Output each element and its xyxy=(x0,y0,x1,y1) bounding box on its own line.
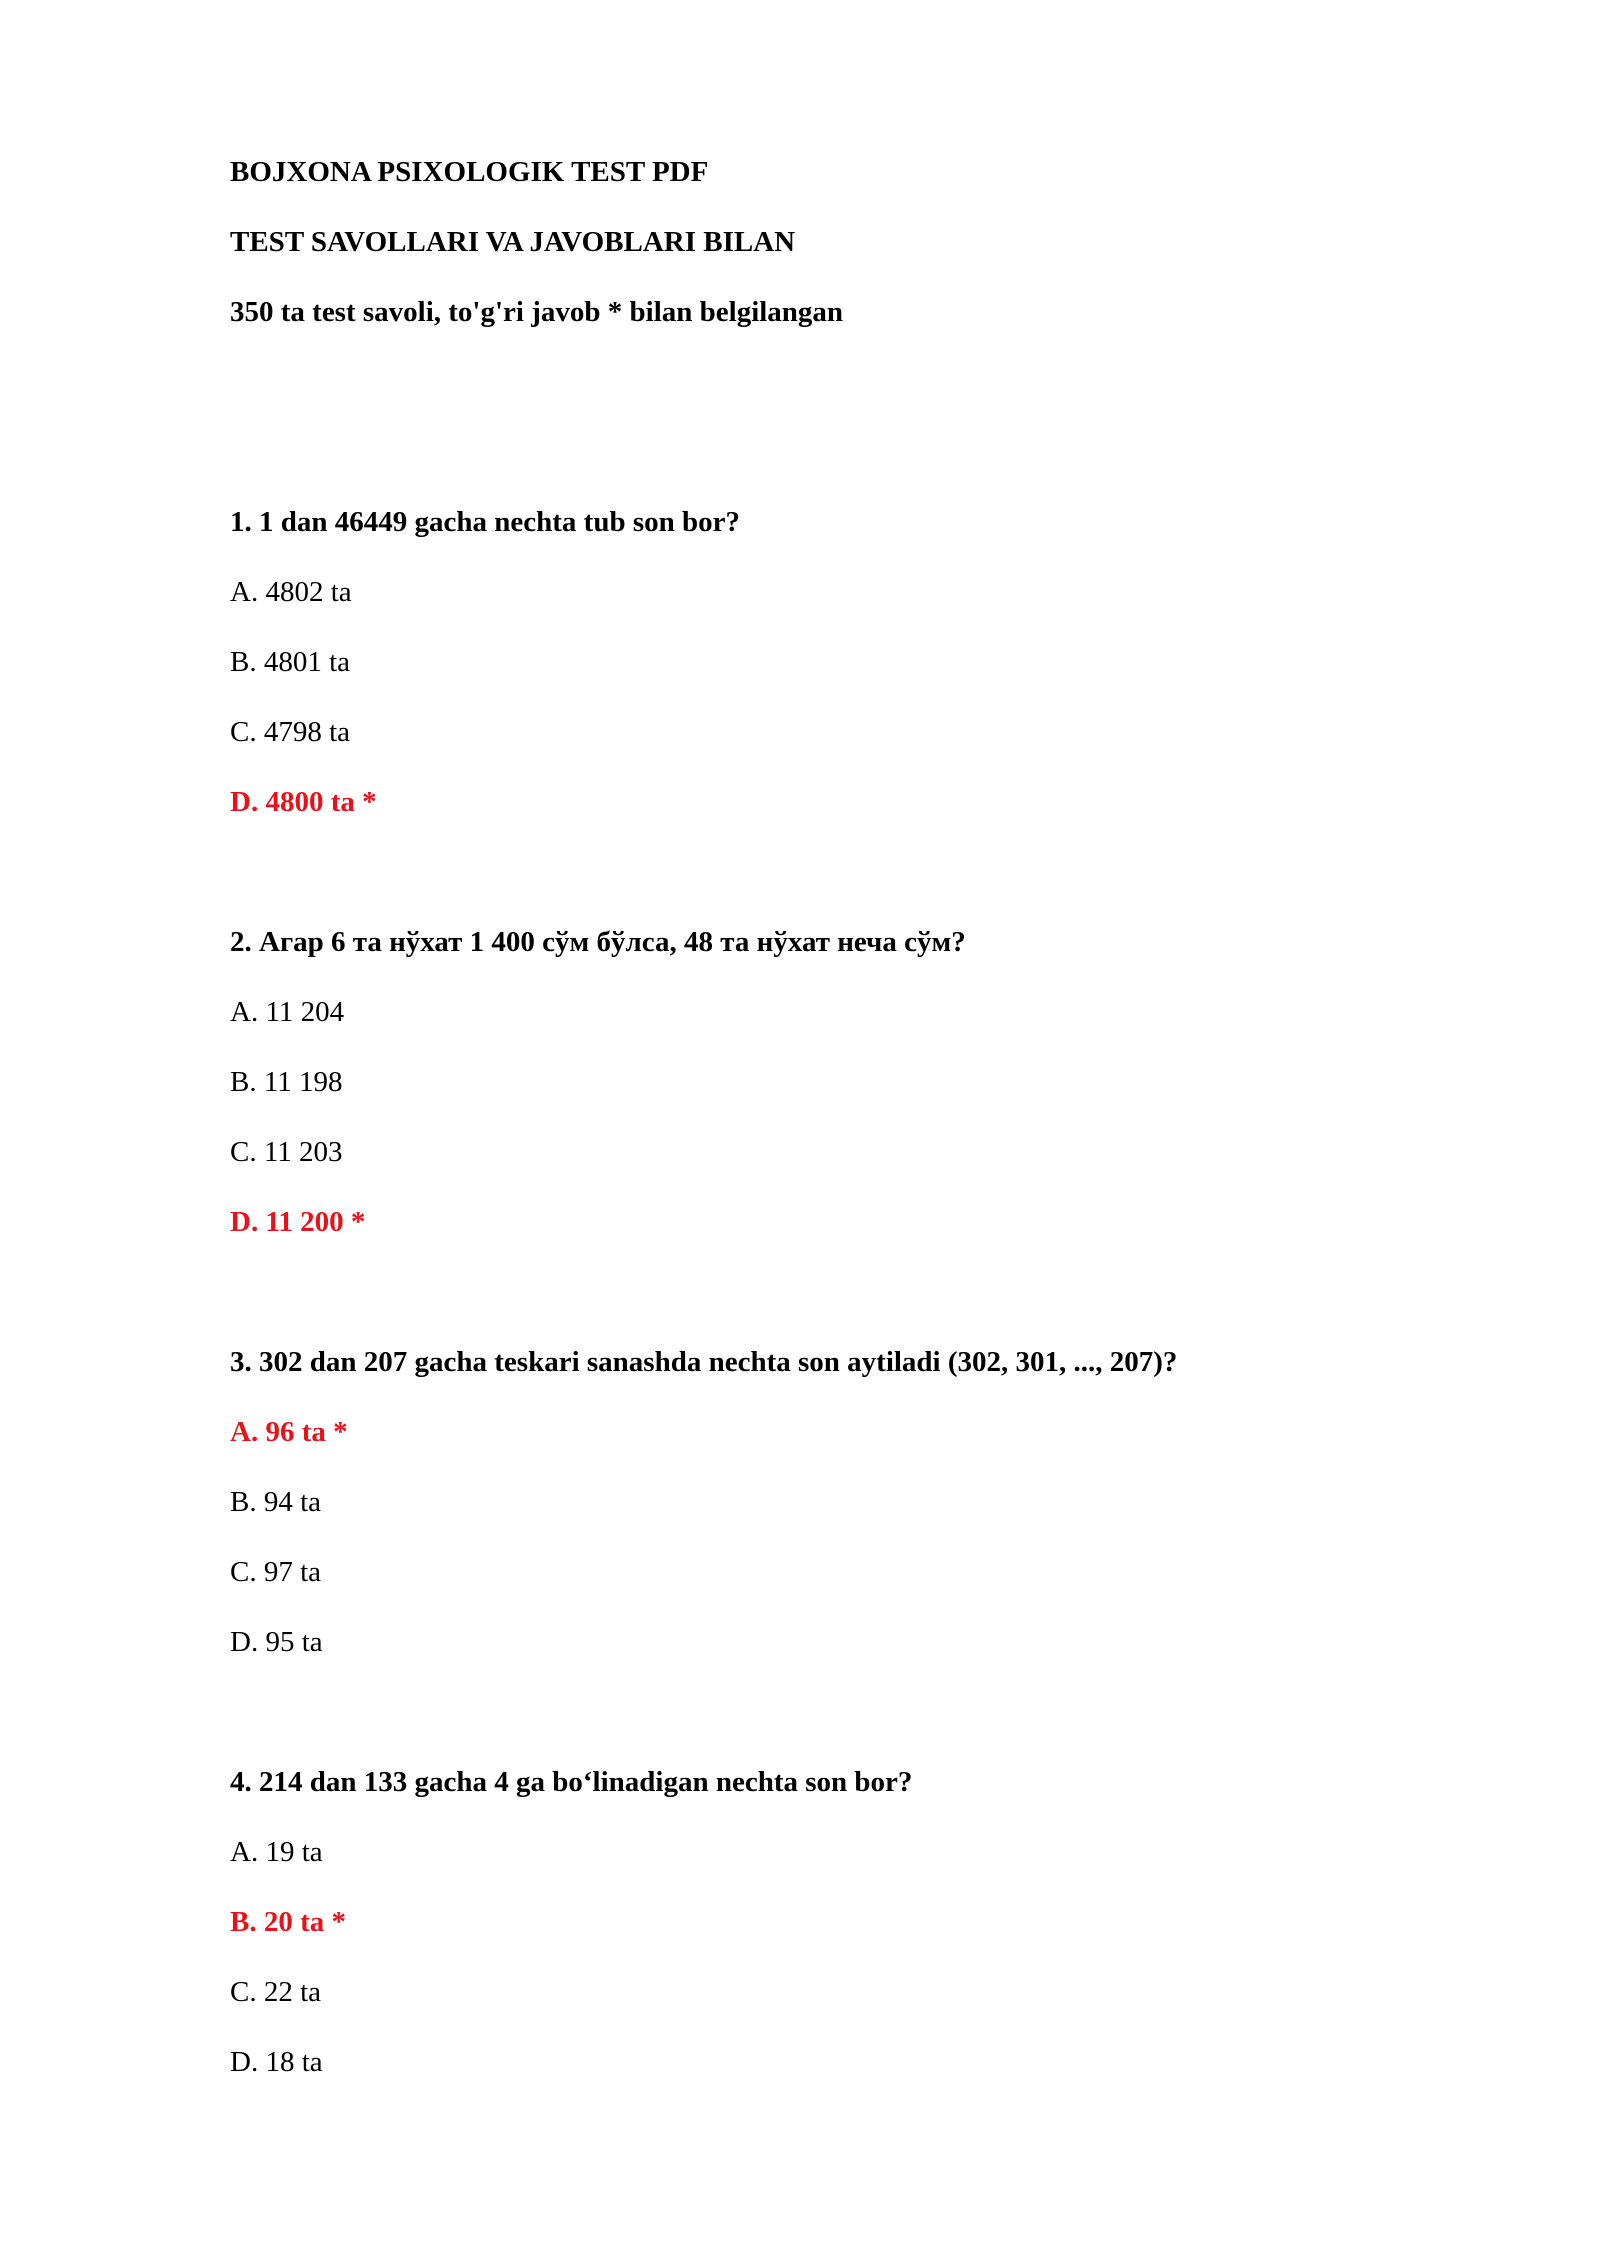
answer-option-c: C. 97 ta xyxy=(230,1556,322,1588)
question-2 xyxy=(230,924,1430,1274)
answer-option-b-correct: B. 20 ta * xyxy=(230,1906,346,1938)
answer-option-c: C. 4798 ta xyxy=(230,716,351,748)
answer-option-a: A. 4802 ta xyxy=(230,576,352,608)
answer-option-a: A. 11 204 xyxy=(230,996,345,1028)
answer-option-d-correct: D. 11 200 * xyxy=(230,1206,366,1238)
answer-option-b: B. 4801 ta xyxy=(230,646,351,678)
question-1 xyxy=(230,504,1430,854)
answer-option-c: C. 11 203 xyxy=(230,1136,343,1168)
answer-option-d: D. 95 ta xyxy=(230,1626,323,1658)
question-text: 4. 214 dan 133 gacha 4 ga bo‘linadigan nechta son bor? xyxy=(230,1766,913,1798)
question-text: 3. 302 dan 207 gacha teskari sanashda nechta son aytiladi (302, 301, ..., 207)? xyxy=(230,1346,1178,1378)
document-title: BOJXONA PSIXOLOGIK TEST PDF xyxy=(230,156,709,188)
answer-option-d: D. 18 ta xyxy=(230,2046,323,2078)
question-text: 2. Агар 6 та нўхат 1 400 сўм бўлса, 48 та нўхат неча сўм? xyxy=(230,926,966,958)
answer-option-c: C. 22 ta xyxy=(230,1976,322,2008)
answer-option-b: B. 11 198 xyxy=(230,1066,343,1098)
document-note: 350 ta test savoli, to'g'ri javob * bilan belgilangan xyxy=(230,296,844,328)
document-subtitle: TEST SAVOLLARI VA JAVOBLARI BILAN xyxy=(230,226,796,258)
question-4 xyxy=(230,1764,1430,2114)
question-text: 1. 1 dan 46449 gacha nechta tub son bor? xyxy=(230,506,740,538)
answer-option-b: B. 94 ta xyxy=(230,1486,322,1518)
question-3 xyxy=(230,1344,1430,1694)
answer-option-a: A. 19 ta xyxy=(230,1836,323,1868)
answer-option-a-correct: A. 96 ta * xyxy=(230,1416,348,1448)
answer-option-d-correct: D. 4800 ta * xyxy=(230,786,377,818)
